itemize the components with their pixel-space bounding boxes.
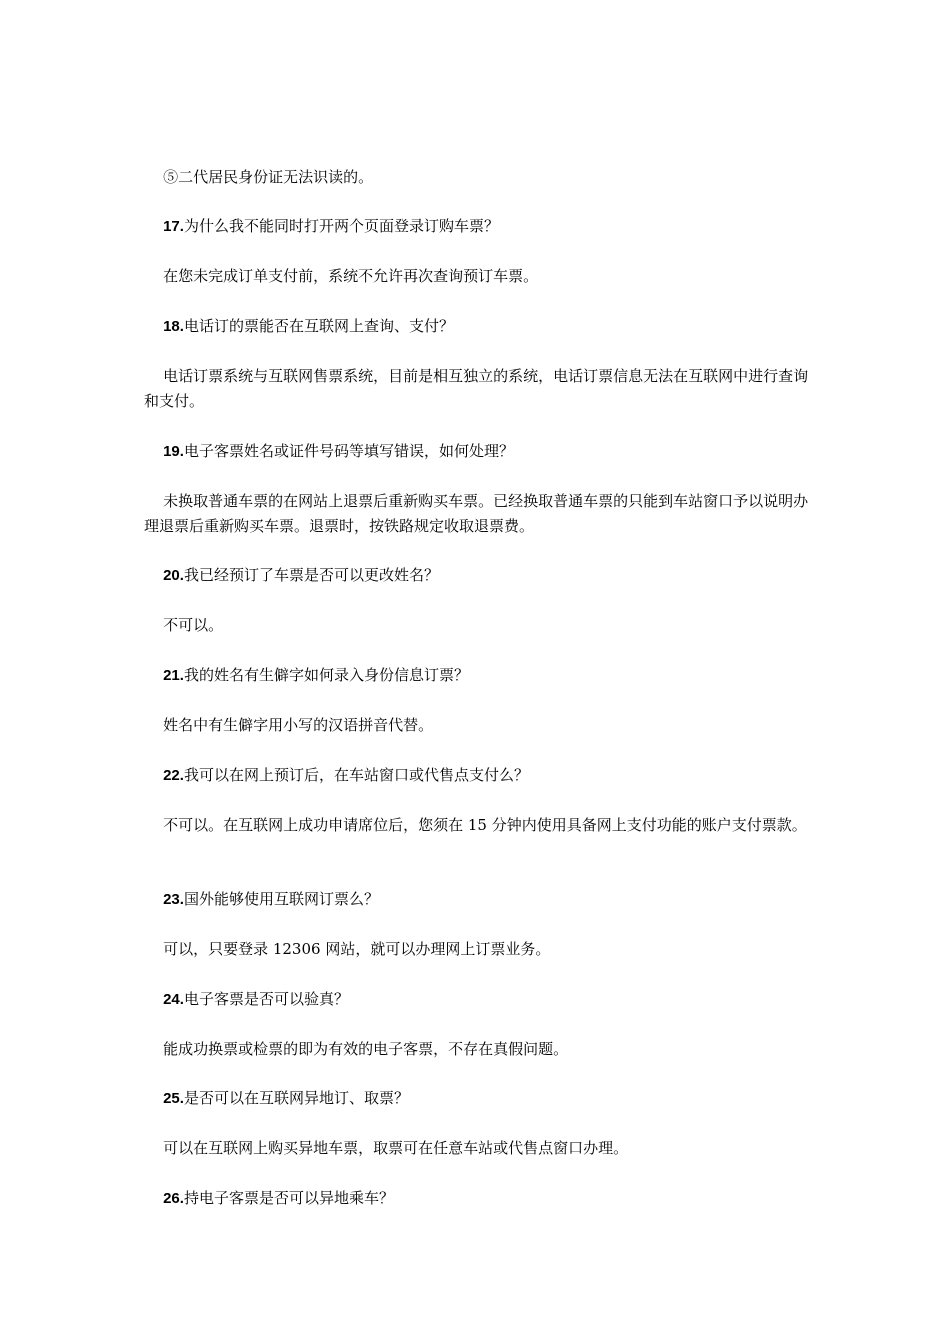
question-text: 我已经预订了车票是否可以更改姓名？ <box>183 566 439 584</box>
answer-paragraph <box>144 788 814 863</box>
question-text: 电话订的票能否在互联网上查询、支付？ <box>183 317 454 335</box>
question-text: 国外能够使用互联网订票么？ <box>183 890 379 908</box>
question-number: 26. <box>163 1190 184 1207</box>
question-text: 我的姓名有生僻字如何录入身份信息订票？ <box>183 666 469 684</box>
answer-text: 不可以。 <box>163 616 224 634</box>
question-number: 23. <box>163 891 184 908</box>
question-number: 19. <box>163 443 184 460</box>
question-number: 20. <box>163 567 184 584</box>
question-number: 22. <box>163 767 184 784</box>
answer-text: 电话订票系统与互联网售票系统，目前是相互独立的系统，电话订票信息无法在互联网中进行查询和支付。 <box>144 367 809 410</box>
answer-text: ⑤二代居民身份证无法识读的。 <box>163 168 374 186</box>
question-number: 21. <box>163 667 184 684</box>
question-text: 电子客票是否可以验真？ <box>183 990 349 1008</box>
answer-text: 姓名中有生僻字用小写的汉语拼音代替。 <box>163 716 434 734</box>
answer-text: 不可以。在互联网上成功申请席位后，您须在 15 分钟内使用具备网上支付功能的账户支付票款。 <box>163 816 807 834</box>
question-text: 持电子客票是否可以异地乘车？ <box>183 1189 394 1207</box>
question-number: 17. <box>163 218 184 235</box>
answer-text: 可以在互联网上购买异地车票，取票可在任意车站或代售点窗口办理。 <box>163 1139 629 1157</box>
answer-text: 可以，只要登录 12306 网站，就可以办理网上订票业务。 <box>163 940 551 958</box>
question-text: 我可以在网上预订后，在车站窗口或代售点支付么？ <box>183 766 529 784</box>
question-heading <box>144 1161 814 1236</box>
question-number: 25. <box>163 1090 184 1107</box>
question-number: 18. <box>163 318 184 335</box>
answer-text: 未换取普通车票的在网站上退票后重新购买车票。已经换取普通车票的只能到车站窗口予以说明办理退票后重新购买车票。退票时，按铁路规定收取退票费。 <box>144 492 809 535</box>
answer-text: 能成功换票或检票的即为有效的电子客票，不存在真假问题。 <box>163 1040 569 1058</box>
question-text: 为什么我不能同时打开两个页面登录订购车票？ <box>183 217 499 235</box>
answer-text: 在您未完成订单支付前，系统不允许再次查询预订车票。 <box>163 267 539 285</box>
question-number: 24. <box>163 991 184 1008</box>
question-text: 电子客票姓名或证件号码等填写错误，如何处理？ <box>183 442 514 460</box>
question-text: 是否可以在互联网异地订、取票？ <box>183 1089 409 1107</box>
